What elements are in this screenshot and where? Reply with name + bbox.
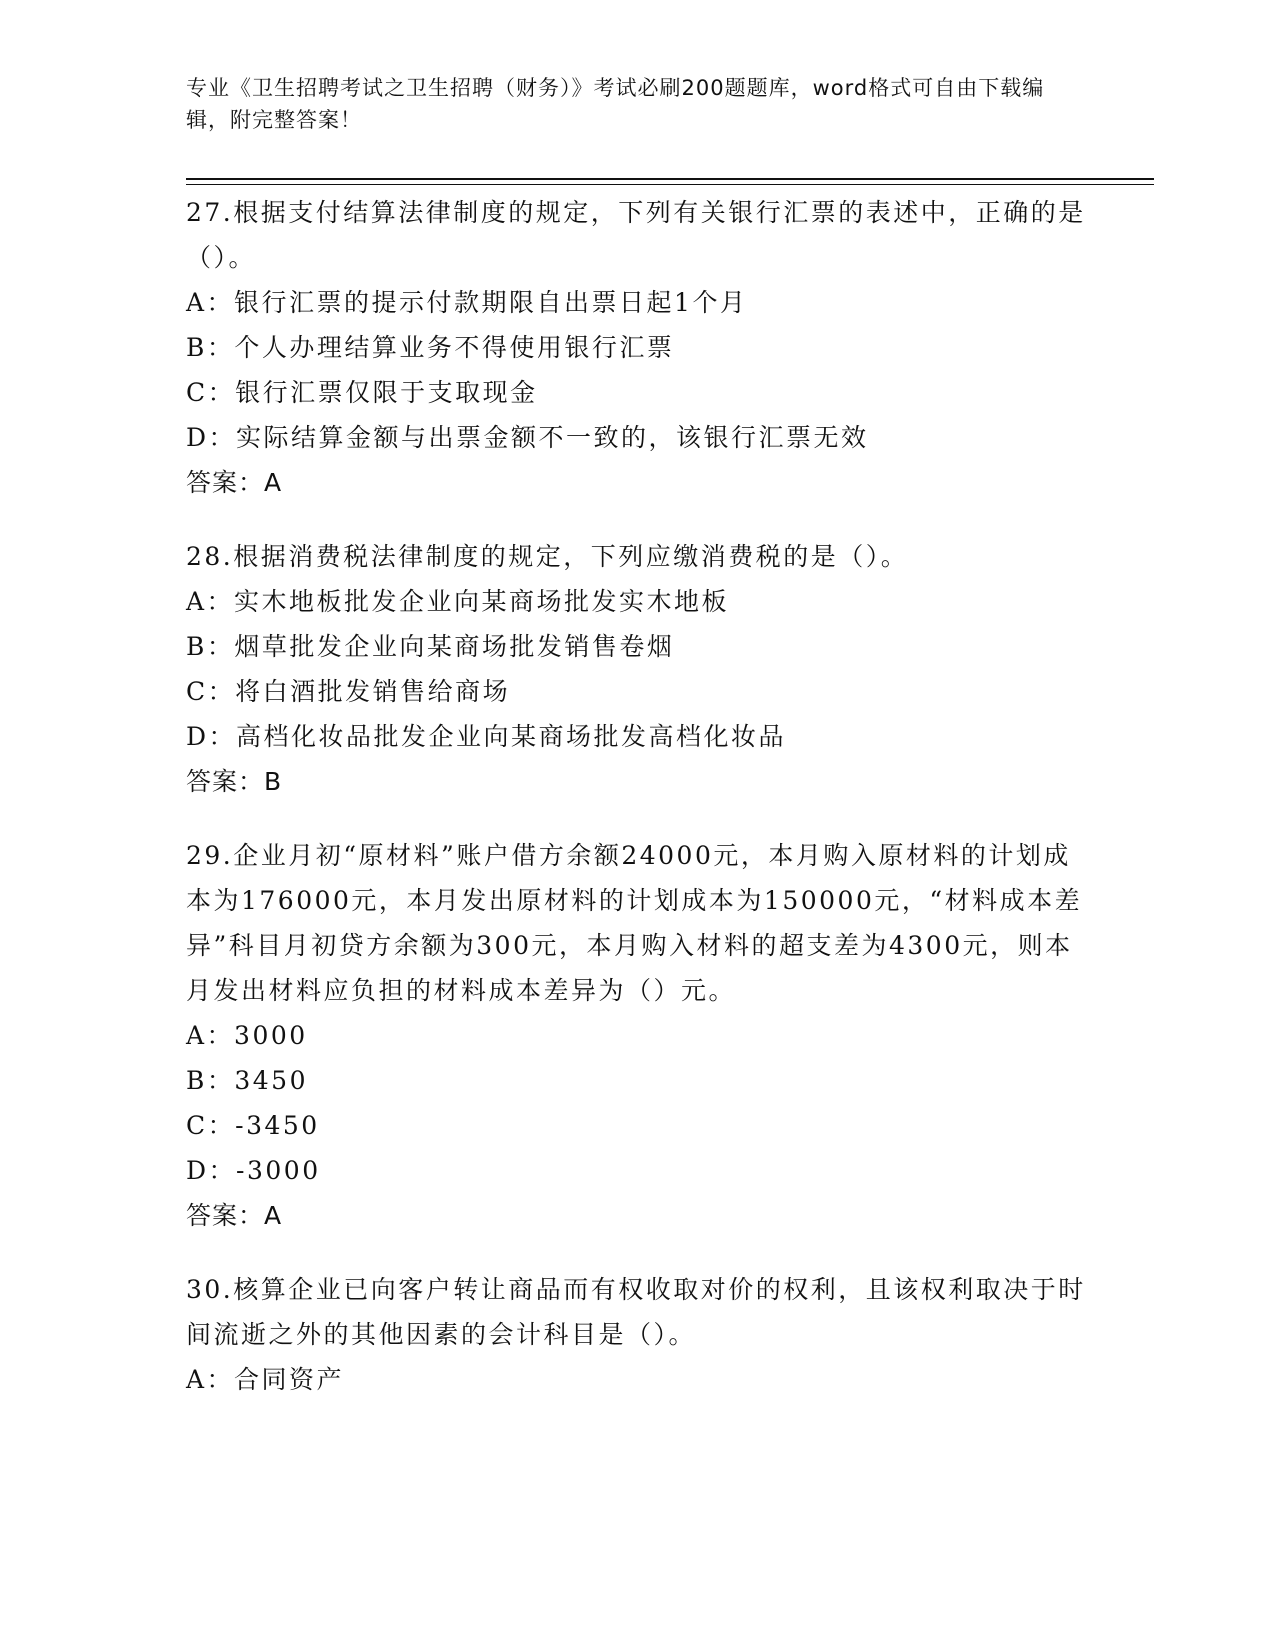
option-a: A：3000: [186, 1021, 308, 1050]
option-d: D：高档化妆品批发企业向某商场批发高档化妆品: [186, 722, 787, 751]
option-a: A：银行汇票的提示付款期限自出票日起1个月: [186, 288, 748, 317]
answer-line: 答案：A: [186, 1201, 283, 1230]
answer-line: 答案：A: [186, 468, 283, 497]
option-d: D：实际结算金额与出票金额不一致的，该银行汇票无效: [186, 423, 869, 452]
option-c: C：-3450: [186, 1111, 320, 1140]
option-b: B：个人办理结算业务不得使用银行汇票: [186, 333, 675, 362]
question-stem: 29.企业月初“原材料”账户借方余额24000元，本月购入原材料的计划成本为176000元，本月发出原材料的计划成本为150000元，“材料成本差异”科目月初贷方余额为300元，本月购入材料的超支差为4300元，则本月发出材料应负担的材料成本差异为（）元。: [186, 841, 1083, 1005]
header-divider-thin: [186, 184, 1154, 185]
option-c: C：银行汇票仅限于支取现金: [186, 378, 538, 407]
header-divider-thick: [186, 178, 1154, 180]
question-28: [186, 534, 1086, 804]
option-a: A：合同资产: [186, 1365, 345, 1394]
question-stem: 30.核算企业已向客户转让商品而有权收取对价的权利，且该权利取决于时间流逝之外的其他因素的会计科目是（）。: [186, 1275, 1086, 1349]
question-stem: 28.根据消费税法律制度的规定，下列应缴消费税的是（）。: [186, 542, 909, 571]
question-list: [186, 190, 1086, 1431]
option-d: D：-3000: [186, 1156, 321, 1185]
option-b: B：烟草批发企业向某商场批发销售卷烟: [186, 632, 675, 661]
option-a: A：实木地板批发企业向某商场批发实木地板: [186, 587, 730, 616]
option-b: B：3450: [186, 1066, 308, 1095]
question-29: [186, 833, 1086, 1238]
question-30: [186, 1267, 1086, 1402]
question-27: [186, 190, 1086, 505]
option-c: C：将白酒批发销售给商场: [186, 677, 511, 706]
document-header: 专业《卫生招聘考试之卫生招聘（财务）》考试必刷200题题库，word格式可自由下载编辑，附完整答案！: [186, 76, 1045, 132]
question-stem: 27.根据支付结算法律制度的规定，下列有关银行汇票的表述中，正确的是（）。: [186, 198, 1086, 272]
answer-line: 答案：B: [186, 767, 283, 796]
